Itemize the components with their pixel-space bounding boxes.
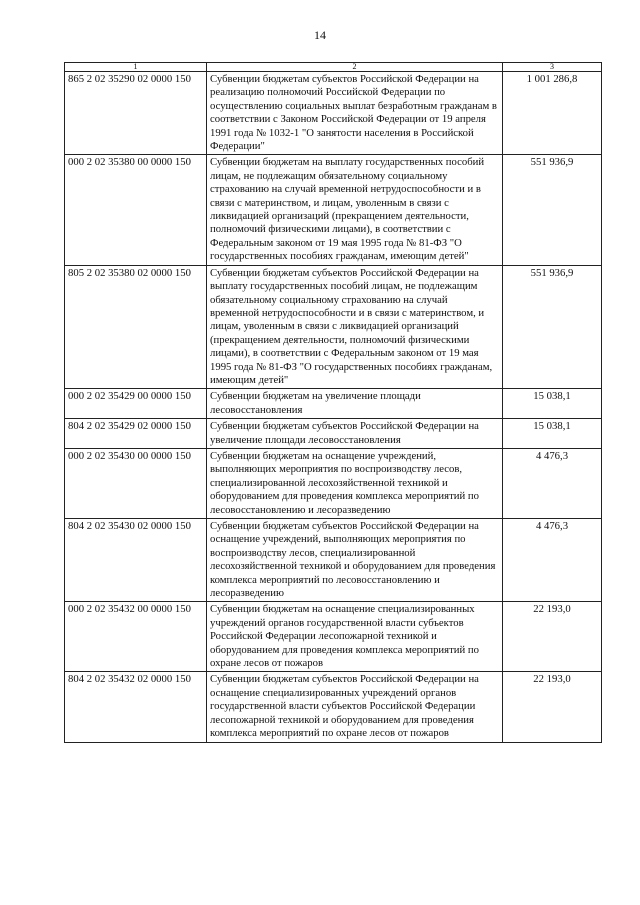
table-row: [65, 389, 602, 419]
page-number: 14: [314, 28, 326, 42]
table-row: [65, 448, 602, 518]
table-body: [65, 63, 602, 743]
amount-cell: 551 936,9: [503, 265, 602, 389]
amount-cell: 15 038,1: [503, 389, 602, 419]
amount-cell: 4 476,3: [503, 448, 602, 518]
budget-code-cell: 000 2 02 35430 00 0000 150: [65, 448, 207, 518]
table-row: [65, 672, 602, 742]
budget-code-cell: 865 2 02 35290 02 0000 150: [65, 72, 207, 155]
budget-code-cell: 000 2 02 35380 00 0000 150: [65, 155, 207, 265]
amount-cell: 551 936,9: [503, 155, 602, 265]
description-cell: Субвенции бюджетам субъектов Российской Федерации на реализацию полномочий Российской Федерации по осуществлению социальных выплат безработным гражданам в соответствии с Законом Российской Федерации от 19 апреля 1991 года № 1032-1 "О занятости населения в Российской Федерации": [207, 72, 503, 155]
budget-code-cell: 804 2 02 35432 02 0000 150: [65, 672, 207, 742]
amount-cell: 1 001 286,8: [503, 72, 602, 155]
amount-cell: 15 038,1: [503, 419, 602, 449]
budget-code-cell: 804 2 02 35430 02 0000 150: [65, 519, 207, 602]
column-header-description: 2: [207, 63, 503, 72]
column-header-amount: 3: [503, 63, 602, 72]
amount-cell: 4 476,3: [503, 519, 602, 602]
budget-code-cell: 000 2 02 35429 00 0000 150: [65, 389, 207, 419]
column-header-code: 1: [65, 63, 207, 72]
description-cell: Субвенции бюджетам на выплату государственных пособий лицам, не подлежащим обязательному социальному страхованию на случай временной нетрудоспособности и в связи с материнством, и лицам, уволенным в связи с ликвидацией организаций (прекращением деятельности, полномочий физическими лицами), в соответствии с Федеральным законом от 19 мая 1995 года № 81-ФЗ "О государственных пособиях гражданам, имеющим детей": [207, 155, 503, 265]
budget-code-cell: 804 2 02 35429 02 0000 150: [65, 419, 207, 449]
description-cell: Субвенции бюджетам на оснащение специализированных учреждений органов государственной власти субъектов Российской Федерации лесопожарной техникой и оборудованием для проведения комплекса мероприятий по охране лесов от пожаров: [207, 602, 503, 672]
description-cell: Субвенции бюджетам субъектов Российской Федерации на выплату государственных пособий лицам, не подлежащим обязательному социальному страхованию на случай временной нетрудоспособности и в связи с материнством, и лицам, уволенным в связи с ликвидацией организаций (прекращением деятельности, полномочий физическими лицами), в соответствии с Федеральным законом от 19 мая 1995 года № 81-ФЗ "О государственных пособиях гражданам, имеющим детей": [207, 265, 503, 389]
table-row: [65, 155, 602, 265]
table-row: [65, 72, 602, 155]
table-row: [65, 519, 602, 602]
description-cell: Субвенции бюджетам на оснащение учреждений, выполняющих мероприятия по воспроизводству лесов, специализированной лесохозяйственной техникой и оборудованием для проведения комплекса мероприятий по лесовосстановлению и лесоразведению: [207, 448, 503, 518]
amount-cell: 22 193,0: [503, 672, 602, 742]
amount-cell: 22 193,0: [503, 602, 602, 672]
table-row: [65, 265, 602, 389]
description-cell: Субвенции бюджетам субъектов Российской Федерации на увеличение площади лесовосстановления: [207, 419, 503, 449]
table-header-row: [65, 63, 602, 72]
budget-code-cell: 000 2 02 35432 00 0000 150: [65, 602, 207, 672]
table-row: [65, 602, 602, 672]
budget-revenue-table: [64, 62, 602, 743]
description-cell: Субвенции бюджетам субъектов Российской Федерации на оснащение специализированных учреждений органов государственной власти субъектов Российской Федерации лесопожарной техникой и оборудованием для проведения комплекса мероприятий по охране лесов от пожаров: [207, 672, 503, 742]
budget-code-cell: 805 2 02 35380 02 0000 150: [65, 265, 207, 389]
description-cell: Субвенции бюджетам субъектов Российской Федерации на оснащение учреждений, выполняющих мероприятия по воспроизводству лесов, специализированной лесохозяйственной техникой и оборудованием для проведения комплекса мероприятий по лесовосстановлению и лесоразведению: [207, 519, 503, 602]
description-cell: Субвенции бюджетам на увеличение площади лесовосстановления: [207, 389, 503, 419]
table-row: [65, 419, 602, 449]
